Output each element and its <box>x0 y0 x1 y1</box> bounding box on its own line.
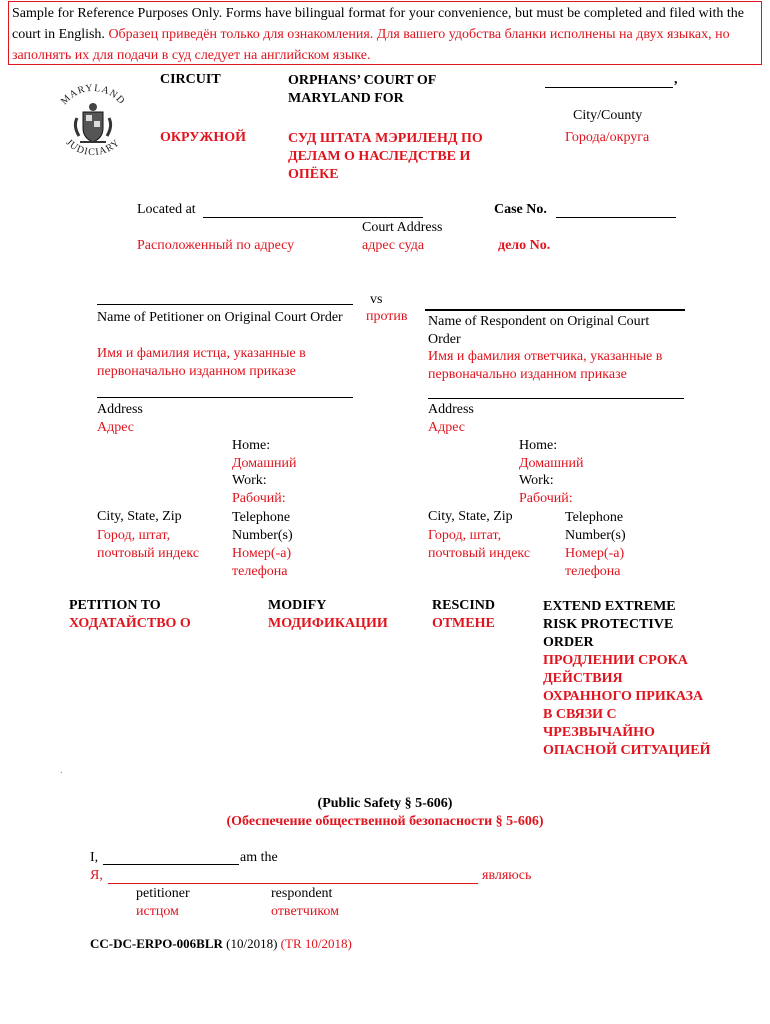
extend-option[interactable]: EXTEND EXTREME RISK PROTECTIVE ORDER <box>543 599 676 650</box>
circuit-label-ru: ОКРУЖНОЙ <box>160 130 247 145</box>
petitioner-option-ru: истцом <box>136 904 179 919</box>
petitioner-work-label: Work: <box>232 473 267 488</box>
petitioner-option[interactable]: petitioner <box>136 886 190 901</box>
case-no-field[interactable] <box>556 217 676 218</box>
form-date: (10/2018) <box>226 936 278 951</box>
modify-option[interactable]: MODIFY <box>268 598 327 613</box>
extend-option-ru: ПРОДЛЕНИИ СРОКА ДЕЙСТВИЯ ОХРАННОГО ПРИКАЗА В СВЯЗИ С ЧРЕЗВЫЧАЙНО ОПАСНОЙ СИТУАЦИЕЙ <box>543 653 711 758</box>
modify-option-ru: МОДИФИКАЦИИ <box>268 616 388 631</box>
statement-am-the-label-ru: являюсь <box>482 868 532 883</box>
header-comma: , <box>674 72 678 87</box>
petitioner-work-label-ru: Рабочий: <box>232 491 286 506</box>
case-no-label-ru: дело No. <box>498 238 551 253</box>
petitioner-name-label-ru: Имя и фамилия истца, указанные в первоначально изданном приказе <box>97 346 306 379</box>
city-county-field[interactable] <box>545 87 673 88</box>
petitioner-address-field[interactable] <box>97 397 353 398</box>
statement-am-the-label: am the <box>240 850 278 865</box>
orphans-court-label-ru: СУД ШТАТА МЭРИЛЕНД ПО ДЕЛАМ О НАСЛЕДСТВЕ И ОПЁКЕ <box>288 131 483 182</box>
petitioner-city-label-ru: Город, штат, почтовый индекс <box>97 528 200 561</box>
seal-bottom-text: JUDICIARY <box>63 137 123 159</box>
statute-reference-ru: (Обеспечение общественной безопасности § 5-606) <box>226 814 544 829</box>
court-address-field[interactable] <box>203 217 423 218</box>
respondent-option-ru: ответчиком <box>271 904 340 919</box>
declarant-name-field[interactable] <box>103 864 239 865</box>
form-footer <box>90 936 352 952</box>
respondent-address-field[interactable] <box>428 398 684 399</box>
petitioner-name-label: Name of Petitioner on Original Court Order <box>97 310 343 325</box>
reference-notice <box>8 1 762 65</box>
city-county-label: City/County <box>573 108 643 123</box>
located-at-label: Located at <box>137 202 196 217</box>
vs-label: vs <box>370 292 383 307</box>
petitioner-telephone-label-ru: Номер(-а) телефона <box>232 546 292 579</box>
respondent-home-label-ru: Домашний <box>519 456 584 471</box>
court-address-label-ru: адрес суда <box>362 238 425 253</box>
respondent-city-label: City, State, Zip <box>428 509 513 524</box>
declarant-name-field-ru[interactable] <box>108 883 478 884</box>
statement-i-label: I, <box>90 850 99 865</box>
maryland-judiciary-seal <box>50 78 136 164</box>
petitioner-city-label: City, State, Zip <box>97 509 182 524</box>
petition-to-label: PETITION TO <box>69 598 161 613</box>
rescind-option-ru: ОТМЕНЕ <box>432 616 495 631</box>
respondent-city-label-ru: Город, штат, почтовый индекс <box>428 528 531 561</box>
statement-i-label-ru: Я, <box>90 868 103 883</box>
notice-text-en: Sample for Reference Purposes Only. Forms have bilingual format for your convenience, but must be completed and filed with the court in English. <box>12 6 744 42</box>
petitioner-home-label-ru: Домашний <box>232 456 297 471</box>
case-no-label: Case No. <box>494 202 547 217</box>
petitioner-home-label: Home: <box>232 438 271 453</box>
petition-to-label-ru: ХОДАТАЙСТВО О <box>69 616 191 631</box>
respondent-home-label: Home: <box>519 438 558 453</box>
petitioner-address-label-ru: Адрес <box>97 420 135 435</box>
respondent-telephone-label: Telephone Number(s) <box>565 510 626 543</box>
rescind-option[interactable]: RESCIND <box>432 598 496 613</box>
respondent-address-label: Address <box>428 402 474 417</box>
petitioner-name-field[interactable] <box>97 304 353 305</box>
respondent-telephone-label-ru: Номер(-а) телефона <box>565 546 625 579</box>
respondent-work-label-ru: Рабочий: <box>519 491 573 506</box>
respondent-name-label-ru: Имя и фамилия ответчика, указанные в первоначально изданном приказе <box>428 349 663 382</box>
vs-label-ru: против <box>366 309 408 324</box>
respondent-option[interactable]: respondent <box>271 886 333 901</box>
petitioner-address-label: Address <box>97 402 143 417</box>
stray-dot: . <box>60 765 63 776</box>
respondent-name-field[interactable] <box>425 309 685 311</box>
notice-text-ru: Образец приведён только для ознакомления. Для вашего удобства бланки исполнены на двух языках, но заполнять их для подачи в суд следует на английском языке. <box>12 27 730 63</box>
respondent-work-label: Work: <box>519 473 554 488</box>
circuit-label: CIRCUIT <box>160 72 221 87</box>
respondent-address-label-ru: Адрес <box>428 420 466 435</box>
form-code: CC-DC-ERPO-006BLR <box>90 936 223 951</box>
located-at-label-ru: Расположенный по адресу <box>137 238 295 253</box>
coat-of-arms-icon <box>75 103 110 142</box>
respondent-name-label: Name of Respondent on Original Court Order <box>428 314 650 347</box>
form-date-ru: (TR 10/2018) <box>280 936 352 951</box>
city-county-label-ru: Города/округа <box>565 130 650 145</box>
orphans-court-label: ORPHANS’ COURT OF MARYLAND FOR <box>288 73 436 106</box>
seal-top-text: MARYLAND <box>58 82 128 108</box>
court-address-label: Court Address <box>362 220 443 235</box>
petitioner-telephone-label: Telephone Number(s) <box>232 510 293 543</box>
statute-reference: (Public Safety § 5-606) <box>317 796 453 811</box>
